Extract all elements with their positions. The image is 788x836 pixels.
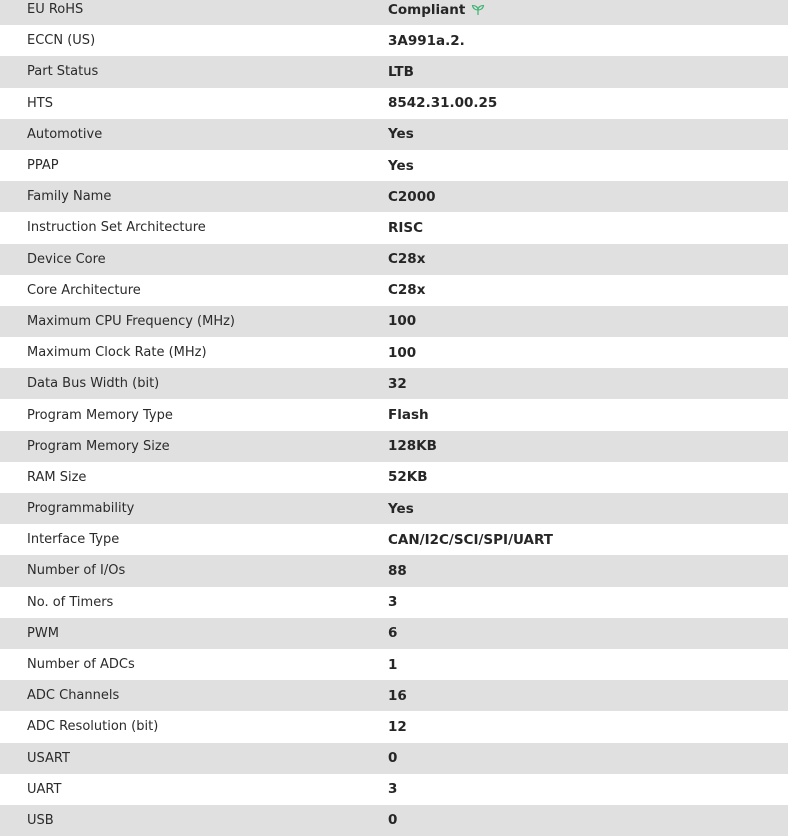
spec-label: UART	[27, 781, 62, 797]
table-row	[0, 181, 788, 212]
table-row	[0, 462, 788, 493]
spec-value: LTB	[388, 63, 414, 80]
spec-label: Program Memory Size	[27, 438, 170, 454]
spec-label: ADC Resolution (bit)	[27, 719, 159, 735]
spec-value-cell	[388, 781, 788, 797]
spec-label: USB	[27, 812, 54, 828]
spec-value-cell	[388, 501, 788, 517]
table-row	[0, 119, 788, 150]
spec-value: 1	[388, 656, 398, 673]
table-row	[0, 774, 788, 805]
table-row	[0, 212, 788, 243]
table-row	[0, 0, 788, 25]
spec-value-cell	[388, 126, 788, 142]
spec-value: 3	[388, 594, 398, 611]
table-row	[0, 431, 788, 462]
table-row	[0, 88, 788, 119]
table-row	[0, 711, 788, 742]
spec-value-cell	[388, 282, 788, 298]
spec-value-cell	[388, 750, 788, 766]
spec-value: RISC	[388, 219, 424, 236]
table-row	[0, 368, 788, 399]
spec-value: C2000	[388, 188, 436, 205]
spec-value: 0	[388, 812, 398, 829]
spec-label: EU RoHS	[27, 2, 84, 18]
spec-value: Flash	[388, 407, 429, 424]
spec-label: Instruction Set Architecture	[27, 220, 206, 236]
spec-value-cell	[388, 95, 788, 111]
table-row	[0, 555, 788, 586]
spec-value-cell	[388, 64, 788, 80]
table-row	[0, 150, 788, 181]
spec-value: Yes	[388, 500, 414, 517]
spec-value-cell	[388, 563, 788, 579]
spec-label: Program Memory Type	[27, 407, 173, 423]
table-row	[0, 649, 788, 680]
spec-value: 32	[388, 375, 407, 392]
spec-value-cell	[388, 438, 788, 454]
spec-value-cell	[388, 345, 788, 361]
spec-value: 3A991a.2.	[388, 32, 465, 49]
spec-value: Yes	[388, 157, 414, 174]
spec-value-cell	[388, 625, 788, 641]
spec-label: PPAP	[27, 158, 59, 174]
spec-value-cell	[388, 688, 788, 704]
spec-label: ECCN (US)	[27, 33, 96, 49]
spec-value: 6	[388, 625, 398, 642]
spec-label: No. of Timers	[27, 594, 114, 610]
spec-label: Part Status	[27, 64, 99, 80]
spec-label: HTS	[27, 95, 53, 111]
spec-value-cell	[388, 189, 788, 205]
spec-label: Data Bus Width (bit)	[27, 376, 160, 392]
spec-label: USART	[27, 750, 70, 766]
table-row	[0, 618, 788, 649]
table-row	[0, 56, 788, 87]
table-row	[0, 587, 788, 618]
spec-value: Compliant	[388, 1, 466, 18]
table-row	[0, 25, 788, 56]
spec-value: CAN/I2C/SCI/SPI/UART	[388, 531, 553, 548]
spec-label: Number of ADCs	[27, 657, 135, 673]
spec-label: Number of I/Os	[27, 563, 126, 579]
spec-value-cell	[388, 532, 788, 548]
spec-value-cell	[388, 594, 788, 610]
spec-value-cell	[388, 220, 788, 236]
spec-value: 100	[388, 344, 417, 361]
table-row	[0, 399, 788, 430]
spec-value: 3	[388, 781, 398, 798]
spec-value-cell	[388, 158, 788, 174]
spec-value: 8542.31.00.25	[388, 95, 498, 112]
spec-value: 0	[388, 750, 398, 767]
spec-value-cell	[388, 376, 788, 392]
spec-label: Core Architecture	[27, 282, 141, 298]
spec-value: 12	[388, 718, 407, 735]
table-row	[0, 805, 788, 836]
spec-value-cell	[388, 812, 788, 828]
table-row	[0, 524, 788, 555]
spec-label: Automotive	[27, 126, 103, 142]
table-row	[0, 680, 788, 711]
spec-label: PWM	[27, 625, 59, 641]
spec-value: 52KB	[388, 469, 428, 486]
spec-value-cell	[388, 407, 788, 423]
spec-value: C28x	[388, 282, 426, 299]
spec-label: ADC Channels	[27, 688, 120, 704]
spec-label: Maximum CPU Frequency (MHz)	[27, 313, 235, 329]
spec-value: C28x	[388, 251, 426, 268]
spec-value-cell	[388, 719, 788, 735]
spec-value-cell	[388, 657, 788, 673]
spec-label: Maximum Clock Rate (MHz)	[27, 345, 207, 361]
table-row	[0, 306, 788, 337]
table-row	[0, 743, 788, 774]
spec-label: RAM Size	[27, 469, 87, 485]
spec-value-cell	[388, 33, 788, 49]
spec-label: Device Core	[27, 251, 106, 267]
spec-value-cell	[388, 313, 788, 329]
table-row	[0, 244, 788, 275]
spec-value-cell	[388, 469, 788, 485]
spec-value-cell	[388, 251, 788, 267]
spec-label: Interface Type	[27, 532, 120, 548]
spec-value-cell	[388, 2, 788, 18]
spec-value: 16	[388, 687, 407, 704]
spec-label: Programmability	[27, 501, 135, 517]
spec-value: Yes	[388, 126, 414, 143]
spec-value: 128KB	[388, 438, 437, 455]
spec-label: Family Name	[27, 189, 112, 205]
spec-value: 88	[388, 562, 407, 579]
table-row	[0, 275, 788, 306]
spec-value: 100	[388, 313, 417, 330]
table-row	[0, 493, 788, 524]
table-row	[0, 337, 788, 368]
leaf-icon	[471, 4, 485, 16]
